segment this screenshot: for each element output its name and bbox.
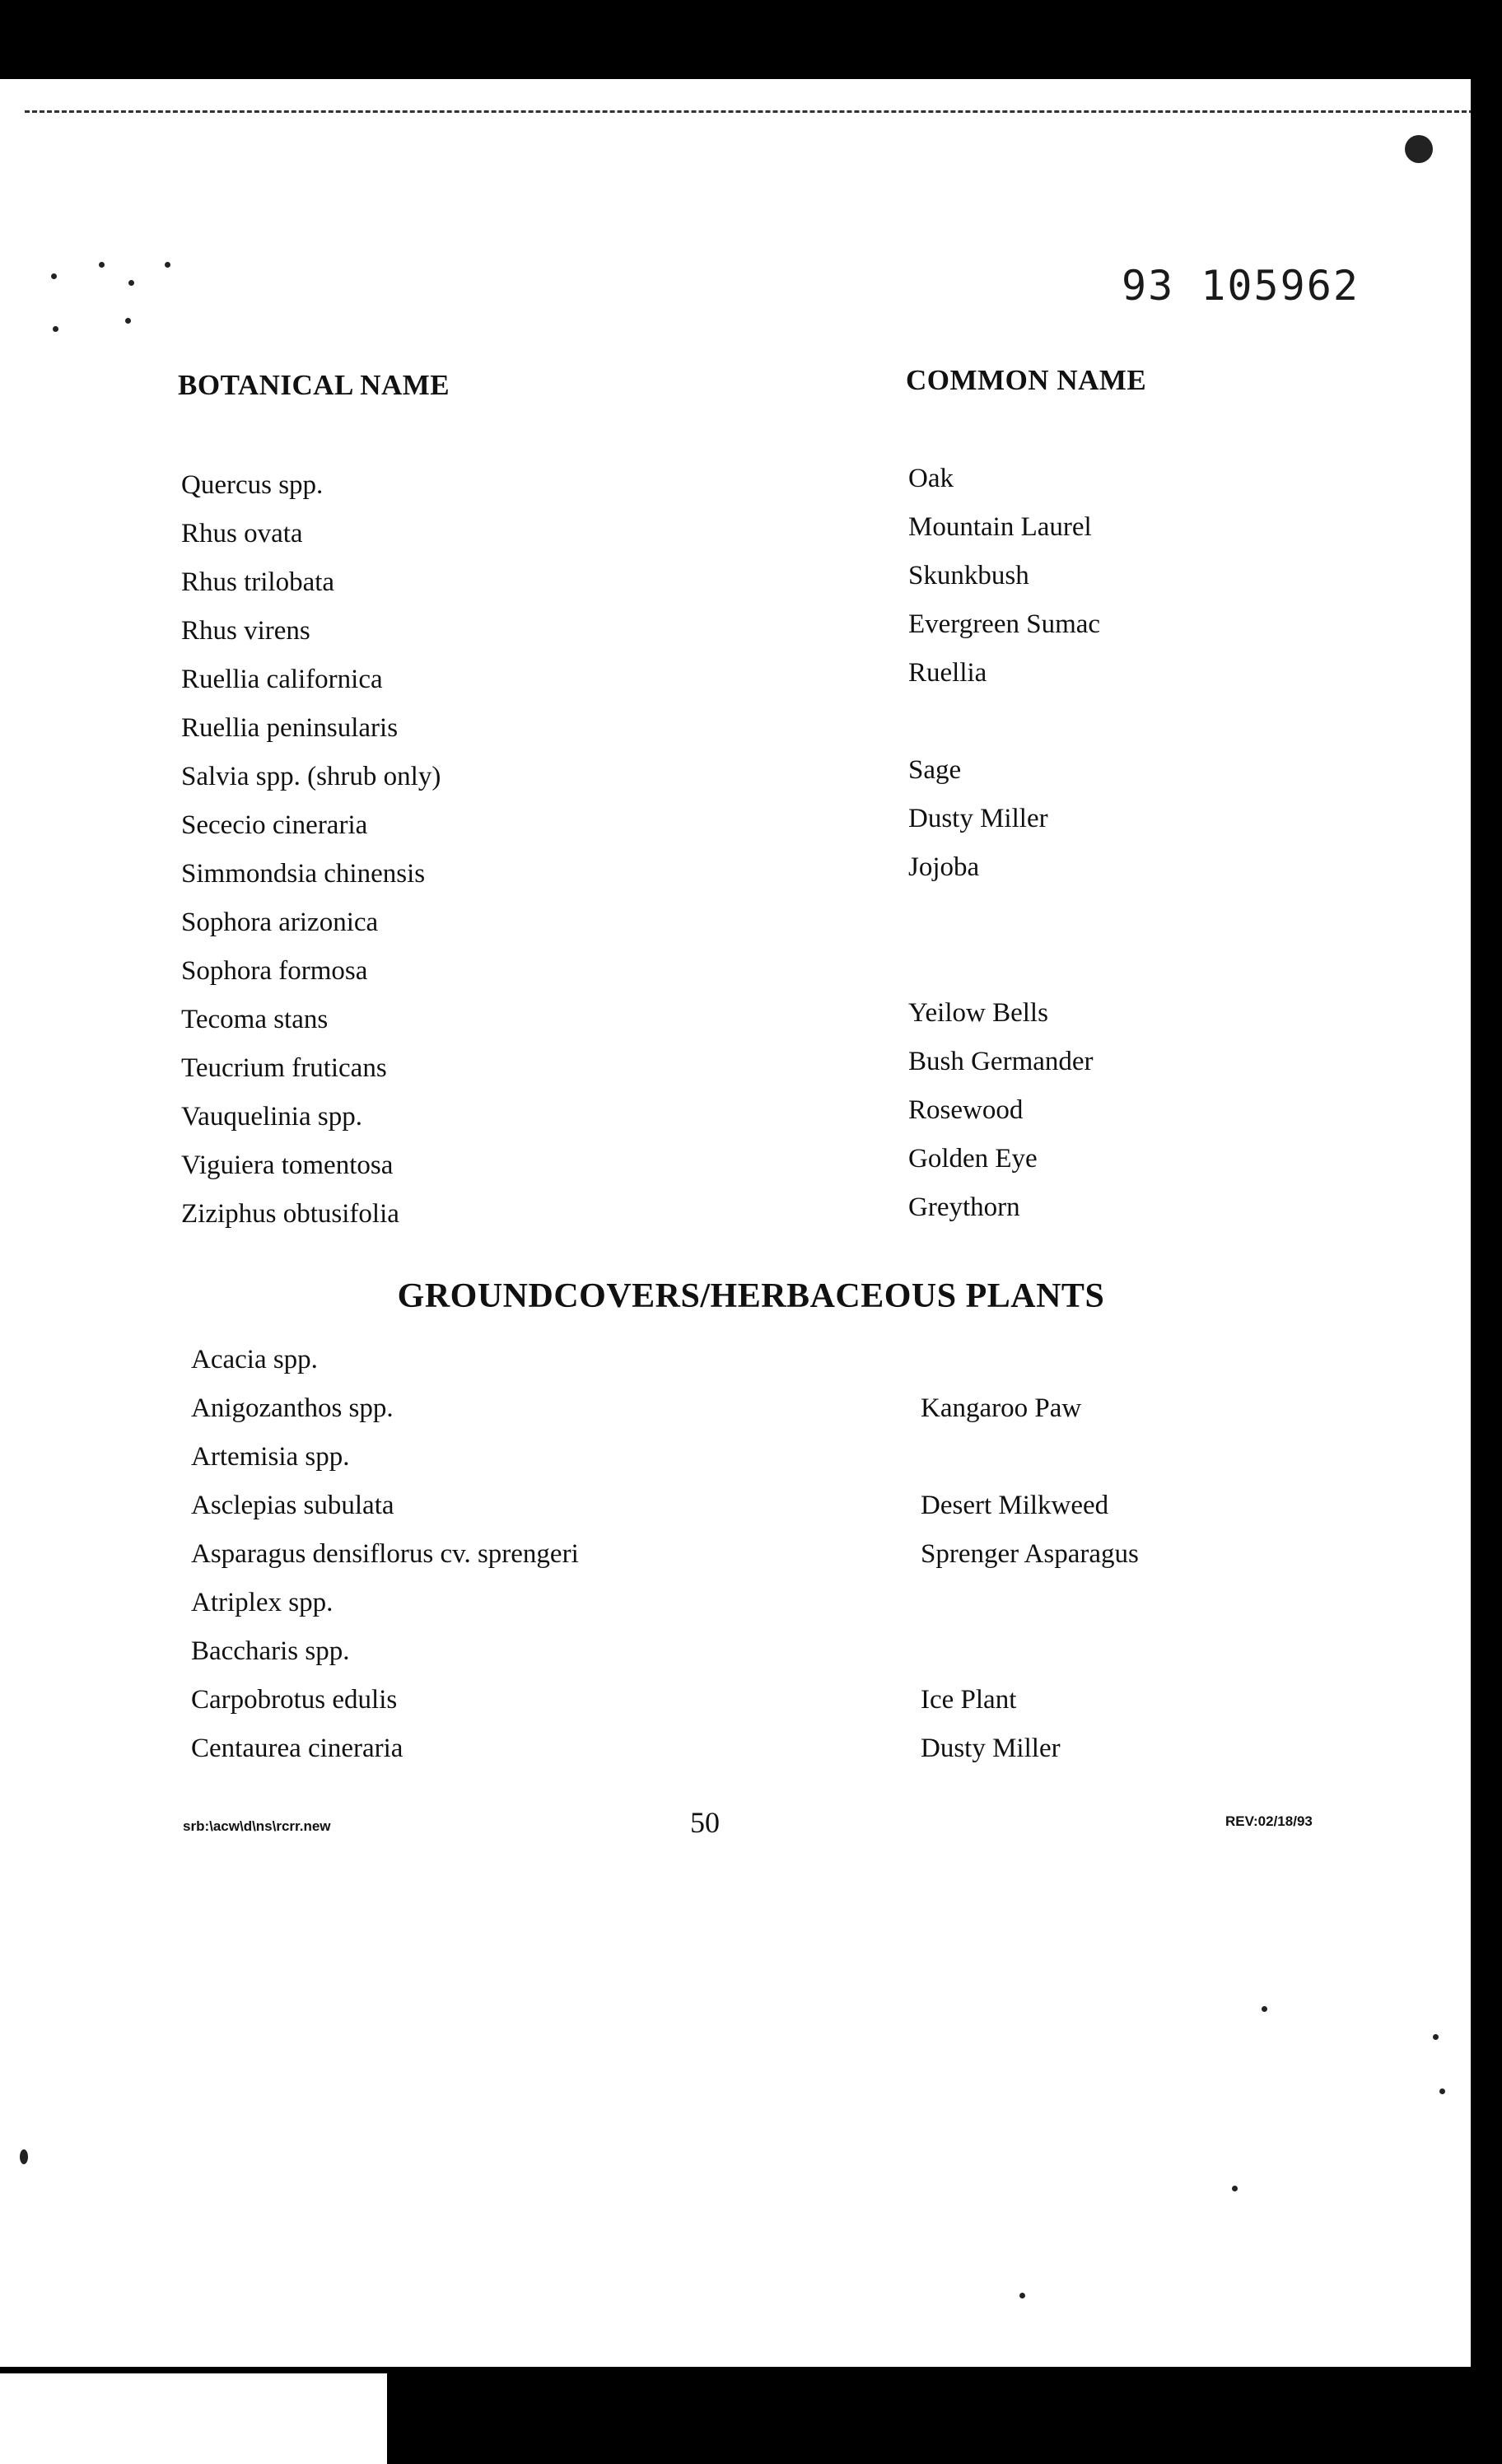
botanical-name: Salvia spp. (shrub only) — [181, 762, 441, 791]
scan-speck — [128, 280, 134, 286]
botanical-name: Anigozanthos spp. — [191, 1393, 394, 1423]
botanical-name: Sececio cineraria — [181, 810, 368, 840]
common-name: Oak — [908, 464, 954, 493]
botanical-name: Quercus spp. — [181, 470, 324, 500]
common-name: Skunkbush — [908, 561, 1029, 590]
common-name — [908, 892, 1369, 940]
common-name: Ruellia — [908, 658, 987, 688]
scan-speck — [1232, 2186, 1238, 2191]
botanical-name: Sophora arizonica — [181, 908, 379, 937]
botanical-name: Viguiera tomentosa — [181, 1150, 394, 1180]
scan-paper-tab — [0, 2373, 387, 2464]
botanical-name: Centaurea cineraria — [191, 1734, 403, 1763]
scan-rule-top — [25, 110, 1474, 113]
scan-speck — [125, 318, 131, 324]
botanical-name: Carpobrotus edulis — [191, 1685, 398, 1715]
botanical-name: Teucrium fruticans — [181, 1053, 387, 1083]
botanical-name: Simmondsia chinensis — [181, 859, 426, 889]
botanical-name: Rhus virens — [181, 616, 310, 646]
scan-speck — [1262, 2006, 1267, 2012]
common-name: Jojoba — [908, 852, 980, 882]
common-name: Greythorn — [908, 1192, 1020, 1222]
common-name: Yeilow Bells — [908, 998, 1048, 1028]
shrubs-common-list — [908, 455, 1369, 1232]
botanical-name: Rhus trilobata — [181, 567, 335, 597]
common-name: Mountain Laurel — [908, 512, 1092, 542]
common-name — [908, 940, 1369, 989]
common-name: Sage — [908, 755, 962, 785]
common-name — [921, 1579, 1382, 1627]
common-name: Rosewood — [908, 1095, 1024, 1125]
common-name: Bush Germander — [908, 1047, 1094, 1076]
document-number: 93 105962 — [1122, 262, 1360, 310]
botanical-name: Asparagus densiflorus cv. sprengeri — [191, 1539, 579, 1569]
common-name: Dusty Miller — [921, 1734, 1061, 1763]
botanical-name: Rhus ovata — [181, 519, 303, 548]
botanical-name: Ruellia peninsularis — [181, 713, 399, 743]
common-name: Dusty Miller — [908, 804, 1048, 833]
revision-date: REV:02/18/93 — [1225, 1813, 1313, 1829]
scan-speck — [1433, 2034, 1439, 2040]
botanical-name: Sophora formosa — [181, 956, 368, 986]
scan-speck — [1019, 2293, 1025, 2298]
scan-speck — [53, 326, 58, 332]
botanical-name: Vauquelinia spp. — [181, 1102, 362, 1132]
page-number: 50 — [690, 1806, 720, 1839]
common-name — [908, 698, 1369, 746]
botanical-name: Baccharis spp. — [191, 1636, 350, 1666]
shrubs-botanical-list — [181, 461, 856, 1239]
botanical-name-header: BOTANICAL NAME — [178, 369, 450, 401]
footer-file-path: srb:\acw\d\ns\rcrr.new — [183, 1818, 331, 1834]
botanical-name: Asclepias subulata — [191, 1491, 394, 1520]
scan-speck — [1405, 135, 1433, 163]
common-name: Evergreen Sumac — [908, 609, 1101, 639]
botanical-name: Ruellia californica — [181, 665, 383, 694]
scan-speck — [165, 262, 170, 268]
common-name-header: COMMON NAME — [906, 364, 1147, 396]
common-name: Golden Eye — [908, 1144, 1038, 1174]
groundcovers-section-title: GROUNDCOVERS/HERBACEOUS PLANTS — [397, 1277, 1105, 1315]
common-name — [921, 1336, 1382, 1384]
scan-speck — [51, 273, 57, 279]
common-name — [921, 1433, 1382, 1482]
scan-border-right — [1471, 79, 1502, 2463]
scan-speck — [20, 2149, 28, 2164]
botanical-name: Artemisia spp. — [191, 1442, 350, 1472]
groundcovers-botanical-list — [191, 1336, 866, 1773]
groundcovers-common-list — [921, 1336, 1382, 1773]
common-name: Sprenger Asparagus — [921, 1539, 1139, 1569]
scan-border-top — [0, 0, 1502, 79]
scan-speck — [1439, 2088, 1445, 2094]
scan-speck — [99, 262, 105, 268]
common-name: Kangaroo Paw — [921, 1393, 1082, 1423]
common-name: Ice Plant — [921, 1685, 1017, 1715]
botanical-name: Acacia spp. — [191, 1345, 318, 1374]
botanical-name: Ziziphus obtusifolia — [181, 1199, 399, 1229]
common-name — [921, 1627, 1382, 1676]
botanical-name: Tecoma stans — [181, 1005, 329, 1034]
common-name: Desert Milkweed — [921, 1491, 1109, 1520]
botanical-name: Atriplex spp. — [191, 1588, 334, 1617]
